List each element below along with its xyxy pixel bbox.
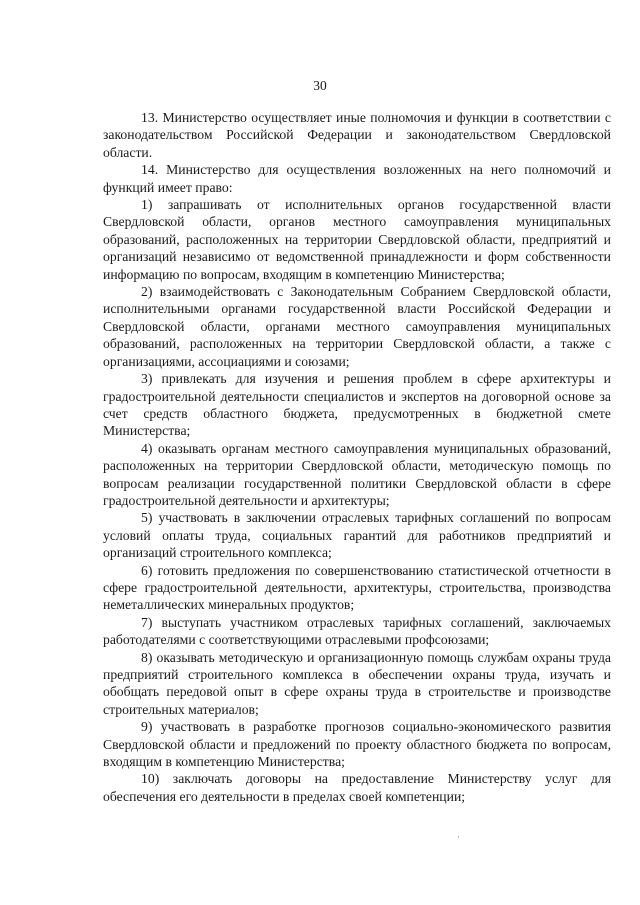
- paragraph-14: 14. Министерство для осуществления возложенных на него полномочий и функций имеет право:: [103, 162, 611, 195]
- paragraph-13: 13. Министерство осуществляет иные полномочия и функции в соответствии с законодательством Российской Федерации и законодательством Свердловской области.: [103, 110, 611, 160]
- list-item-8: 8) оказывать методическую и организационную помощь службам охраны труда предприятий строительного комплекса в обеспечении охраны труда, изучать и обобщать передовой опыт в сфере охраны труда в строительстве и производстве строительных материалов;: [103, 649, 611, 717]
- document-body: [103, 109, 611, 805]
- scan-speck: [458, 836, 459, 838]
- list-item-2: 2) взаимодействовать с Законодательным Собранием Свердловской области, исполнительными органами государственной власти Российской Федерации и Свердловской области, органами местного самоуправления муниципальных образований, расположенных на территории Свердловской области, а также с организациями, ассоциациями и союзами;: [103, 284, 611, 369]
- page-number: 30: [313, 78, 327, 93]
- list-item-3: 3) привлекать для изучения и решения проблем в сфере архитектуры и градостроительной деятельности специалистов и экспертов на договорной основе за счет средств областного бюджета, предусмотренных в бюджетной смете Министерства;: [103, 371, 611, 439]
- list-item-6: 6) готовить предложения по совершенствованию статистической отчетности в сфере градостроительной деятельности, архитектуры, строительства, производства неметаллических минеральных продуктов;: [103, 562, 611, 613]
- list-item-1: 1) запрашивать от исполнительных органов государственной власти Свердловской области, органов местного самоуправления муниципальных образований, расположенных на территории Свердловской области, предприятий и организаций независимо от ведомственной принадлежности и форм собственности информацию по вопросам, входящим в компетенцию Министерства;: [103, 197, 611, 282]
- list-item-4: 4) оказывать органам местного самоуправления муниципальных образований, расположенных на территории Свердловской области, методическую помощь по вопросам реализации государственной политики Свердловской области в сфере градостроительной деятельности и архитектуры;: [103, 440, 611, 508]
- list-item-5: 5) участвовать в заключении отраслевых тарифных соглашений по вопросам условий оплаты труда, социальных гарантий для работников предприятий и организаций строительного комплекса;: [103, 510, 611, 561]
- list-item-7: 7) выступать участником отраслевых тарифных соглашений, заключаемых работодателями с соответствующими отраслевыми профсоюзами;: [103, 614, 611, 648]
- list-item-10: 10) заключать договоры на предоставление Министерству услуг для обеспечения его деятельности в пределах своей компетенции;: [103, 771, 611, 804]
- list-item-9: 9) участвовать в разработке прогнозов социально-экономического развития Свердловской области и предложений по проекту областного бюджета по вопросам, входящим в компетенцию Министерства;: [103, 719, 611, 770]
